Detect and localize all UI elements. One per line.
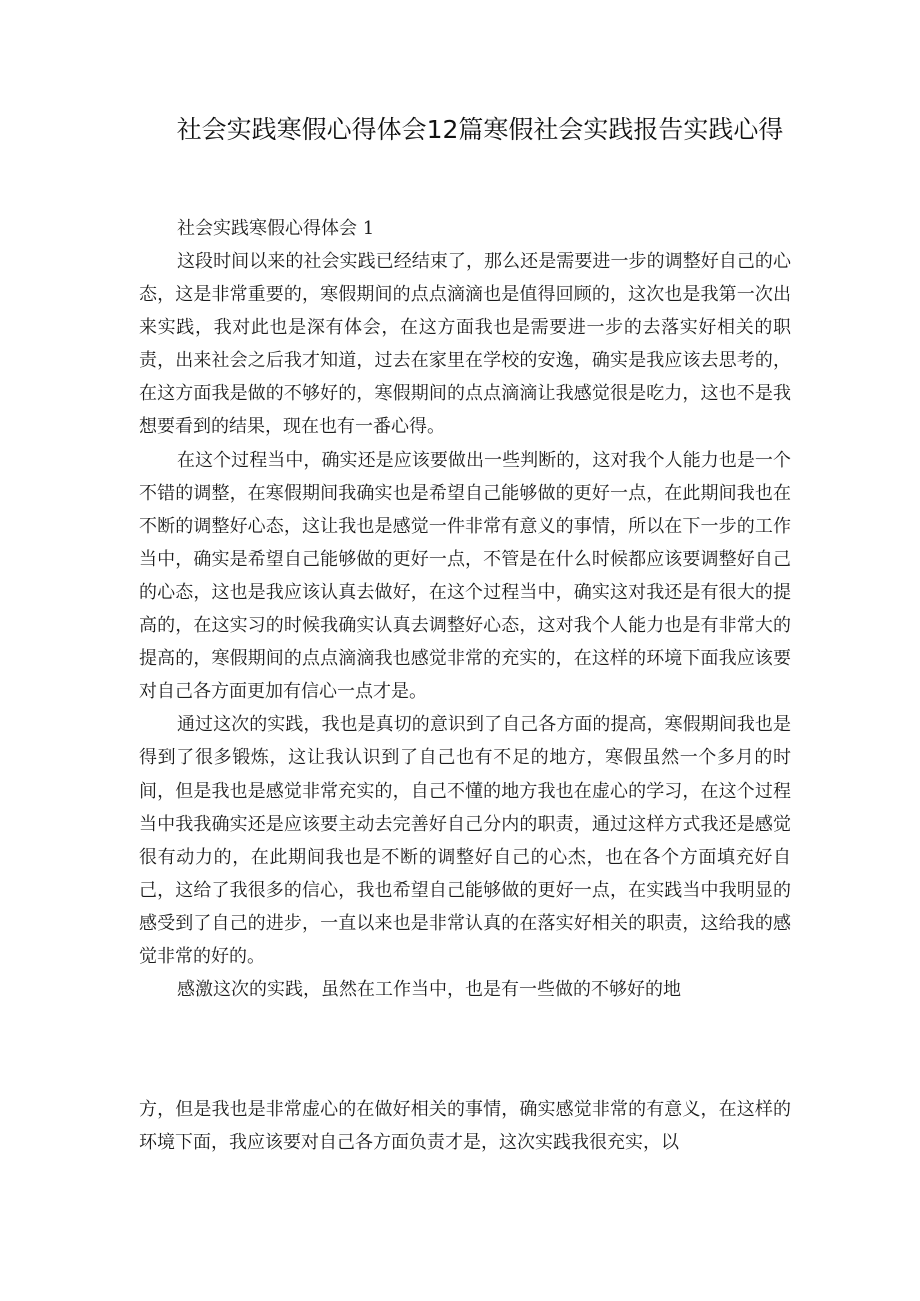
paragraph: 在这个过程当中，确实还是应该要做出一些判断的，这对我个人能力也是一个不错的调整，在寒假期间我确实也是希望自己能够做的更好一点，在此期间我也在不断的调整好心态，这让我也是感觉一件非常有意义的事情，所以在下一步的工作当中，确实是希望自己能够做的更好一点，不管是在什么时候都应该要调整好自己的心态，这也是我应该认真去做好，在这个过程当中，确实这对我还是有很大的提高的，在这实习的时候我确实认真去调整好心态，这对我个人能力也是有非常大的提高的，寒假期间的点点滴滴我也感觉非常的充实的，在这样的环境下面我应该要对自己各方面更加有信心一点才是。 [139, 449, 791, 703]
paragraph: 这段时间以来的社会实践已经结束了，那么还是需要进一步的调整好自己的心态，这是非常重要的，寒假期间的点点滴滴也是值得回顾的，这次也是我第一次出来实践，我对此也是深有体会，在这方面我也是需要进一步的去落实好相关的职责，出来社会之后我才知道，过去在家里在学校的安逸，确实是我应该去思考的，在这方面我是做的不够好的，寒假期间的点点滴滴让我感觉很是吃力，这也不是我想要看到的结果，现在也有一番心得。 [139, 251, 791, 438]
paragraph: 通过这次的实践，我也是真切的意识到了自己各方面的提高，寒假期间我也是得到了很多锻炼，这让我认识到了自己也有不足的地方，寒假虽然一个多月的时间，但是我也是感觉非常充实的，自己不懂的地方我也在虚心的学习，在这个过程当中我我确实还是应该要主动去完善好自己分内的职责，通过这样方式我还是感觉很有动力的，在此期间我也是不断的调整好自己的心杰，也在各个方面填充好自己，这给了我很多的信心，我也希望自己能够做的更好一点，在实践当中我明显的感受到了自己的进步，一直以来也是非常认真的在落实好相关的职责，这给我的感觉非常的好的。 [139, 714, 791, 967]
section-heading: 社会实践寒假心得体会 1 [177, 218, 375, 239]
body-section [139, 245, 791, 1006]
continuation-paragraph: 方，但是我也是非常虚心的在做好相关的事情，确实感觉非常的有意义，在这样的环境下面，我应该要对自己各方面负责才是，这次实践我很充实，以 [139, 1099, 791, 1154]
paragraph: 感激这次的实践，虽然在工作当中，也是有一些做的不够好的地 [177, 979, 681, 1001]
document-title: 社会实践寒假心得体会12篇寒假社会实践报告实践心得 [176, 115, 784, 144]
